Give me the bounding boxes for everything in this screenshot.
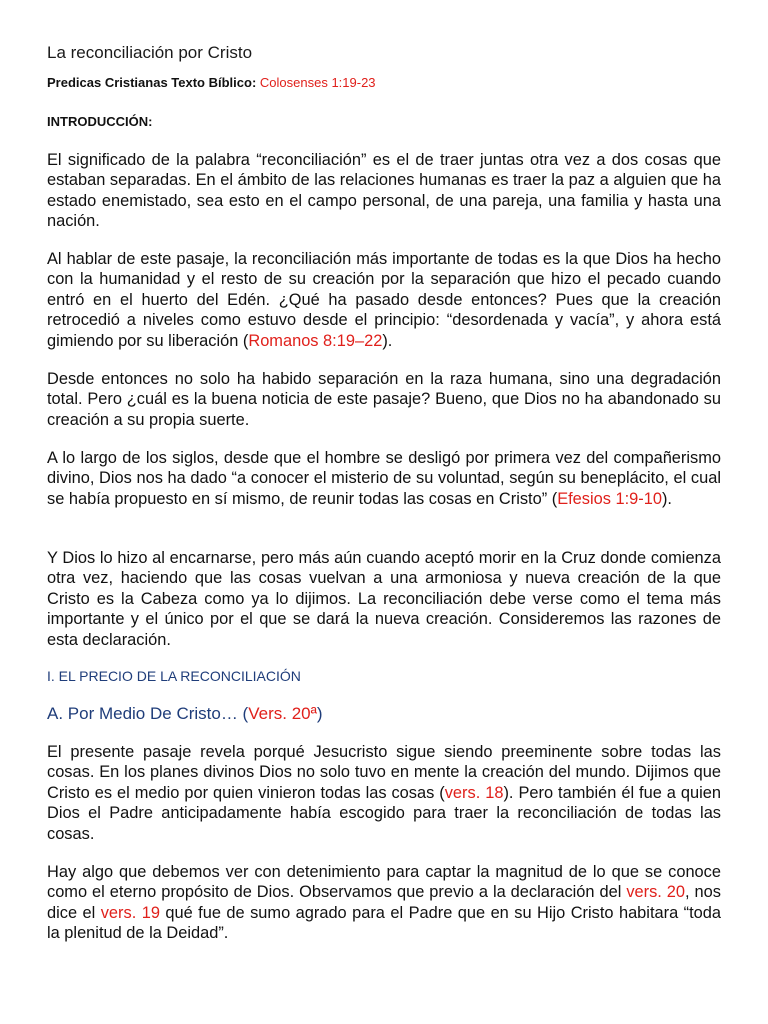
paragraph-text: ). Pero también él fue a quien Dios el Padre anticipadamente había escogido para traer la reconciliación de todas las cosas. (47, 783, 721, 843)
paragraph-text: qué fue de sumo agrado para el Padre que en su Hijo Cristo habitara “toda la plenitud de la Deidad”. (47, 903, 721, 943)
paragraph-text: ). (661, 489, 672, 508)
subtitle-label: Predicas Cristianas Texto Bíblico: (47, 75, 257, 90)
section-heading: I. EL PRECIO DE LA RECONCILIACIÓN (47, 668, 301, 684)
paragraph-meaning-of-reconciliation: El significado de la palabra “reconciliación” es el de traer juntas otra vez a dos cosas que estaban separadas. En el ámbito de las relaciones humanas es traer la paz a alguien que ha estado enemistado, sea esto en el campo personal, de una pareja, una familia y hasta una nación. (47, 151, 721, 231)
subtitle-scripture-reference: Colosenses 1:19-23 (259, 75, 376, 90)
paragraph-text: , nos dice el (47, 883, 721, 922)
paragraph-incarnation: Y Dios lo hizo al encarnarse, pero más aún cuando aceptó morir en la Cruz donde comienza otra vez, haciendo que las cosas vuelvan a una armoniosa y nueva creación de la que Cristo es la Cabeza como ya lo dijimos. La reconciliación debe verse como el tema más importante y el único por el que se dará la nueva creación. Consideremos las razones de esta declaración. (47, 549, 721, 649)
subheading-verse-reference: Vers. 20ª (248, 704, 317, 723)
paragraph-eternal-purpose (47, 862, 721, 944)
paragraph-reconciliation-with-humanity (47, 249, 721, 351)
scripture-reference-vers-19: vers. 19 (100, 903, 160, 922)
paragraph-text: ). (382, 331, 393, 350)
scripture-reference-vers-20: vers. 20 (626, 883, 686, 902)
paragraph-text: A lo largo de los siglos, desde que el hombre se desligó por primera vez del compañerismo divino, Dios nos ha dado “a conocer el misterio de su voluntad, según su beneplácito, el cual se había propuesto en sí mismo, de reunir todas las cosas en Cristo” ( (47, 449, 721, 508)
scripture-reference-romanos: Romanos 8:19–22 (248, 331, 383, 350)
paragraph-degradation: Desde entonces no solo ha habido separación en la raza humana, sino una degradación total. Pero ¿cuál es la buena noticia de este pasaje? Bueno, que Dios no ha abandonado su creación a su propia suerte. (47, 370, 721, 429)
subheading-text: A. Por Medio De Cristo… ( (47, 704, 249, 723)
document-subtitle (47, 75, 376, 91)
paragraph-preeminence (47, 742, 721, 844)
subsection-heading (47, 704, 323, 724)
subheading-close: ) (316, 704, 323, 723)
paragraph-text: El presente pasaje revela porqué Jesucristo sigue siendo preeminente sobre todas las cosas. En los planes divinos Dios no solo tuvo en mente la creación del mundo. Dijimos que Cristo es el medio por quien vinieron todas las cosas ( (47, 743, 721, 802)
scripture-reference-vers-18: vers. 18 (444, 783, 504, 802)
paragraph-mystery-of-will (47, 448, 721, 509)
document-title: La reconciliación por Cristo (47, 43, 253, 62)
scripture-reference-efesios: Efesios 1:9-10 (557, 489, 662, 508)
paragraph-text: Al hablar de este pasaje, la reconciliación más importante de todas es la que Dios ha hecho con la humanidad y el resto de su creación por la separación que hizo el pecado cuando entró en el huerto del Edén. ¿Qué ha pasado desde entonces? Pues que la creación retrocedió a niveles como estuvo desde el principio: “desordenada y vacía”, y ahora está gimiendo por su liberación ( (47, 250, 721, 350)
paragraph-text: Hay algo que debemos ver con detenimiento para captar la magnitud de lo que se conoce como el eterno propósito de Dios. Observamos que previo a la declaración del (47, 863, 721, 902)
introduction-heading: INTRODUCCIÓN: (47, 114, 153, 129)
